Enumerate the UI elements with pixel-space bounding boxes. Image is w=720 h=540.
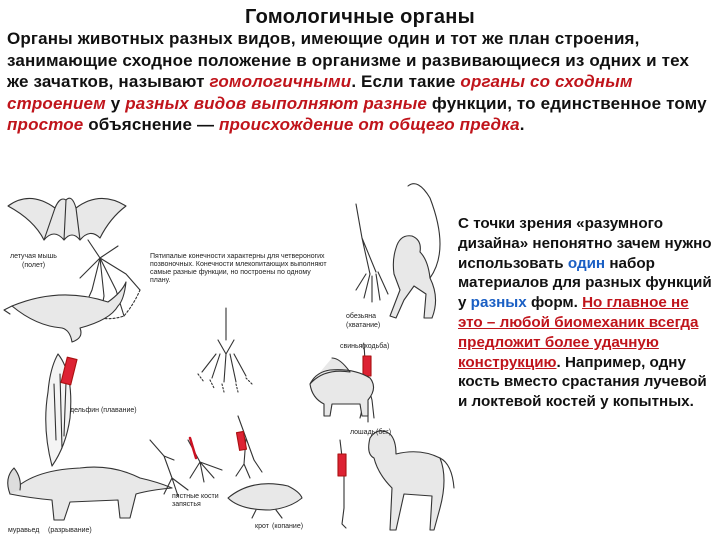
label-monkey: обезьяна xyxy=(346,313,376,320)
side-term-different: разных xyxy=(470,294,527,312)
monkey-pig-horse-figure xyxy=(300,178,460,540)
side-term-one: один xyxy=(567,254,606,272)
intro-text-6: . xyxy=(519,115,525,134)
intro-text-1: Органы животных разных видов, имеющие один и тот же план строения, занимающие сходное положение в организме и развивающиеся из одних и тех же зачатков, называют xyxy=(7,29,690,91)
wrist-caption-line-2: запястья xyxy=(172,501,201,508)
label-pig-function: (ходьба) xyxy=(362,343,390,350)
side-claim-better-design: Но главное не это – любой биомеханик всегда предложит более удачную конструкцию xyxy=(458,294,699,371)
wrist-caption-line-1: пястные кости xyxy=(172,493,219,500)
design-argument-paragraph xyxy=(458,214,716,412)
dolphin-illustration xyxy=(4,282,126,342)
side-text-1: С точки зрения «разумного дизайна» непонятно зачем нужно использовать xyxy=(458,215,712,272)
term-different-species: разных видов выполняют разные xyxy=(125,93,428,113)
label-mole-function: (копание) xyxy=(272,523,304,530)
label-horse: лошадь xyxy=(350,429,376,436)
label-pig: свинья xyxy=(340,343,363,350)
label-anteater-function: (разрывание) xyxy=(48,527,92,534)
term-common-ancestor: происхождение от общего предка xyxy=(218,115,520,134)
horse-limb-skeleton xyxy=(338,440,346,528)
side-text-4: . Например, одну кость вместо срастания лучевой и локтевой костей у копытных. xyxy=(458,353,707,411)
term-homologous: гомологичными xyxy=(209,72,352,91)
intro-text-2: . Если такие xyxy=(351,72,461,91)
page-title: Гомологичные органы xyxy=(244,6,476,28)
intro-paragraph xyxy=(7,28,715,136)
intro-text-4: функции, то единственное тому xyxy=(427,93,707,113)
center-caption-line-1: Пятипалые конечности характерны для четвероногих xyxy=(150,253,325,260)
center-caption-line-4: плану. xyxy=(150,277,171,284)
horse-illustration xyxy=(369,431,454,530)
label-bat-function: (полет) xyxy=(22,262,46,269)
label-mole: крот xyxy=(255,523,269,530)
label-bat: летучая мышь xyxy=(10,253,57,260)
mole-paw-skeleton xyxy=(188,438,222,482)
center-caption-line-2: позвоночных. Конечности млекопитающих выполняют xyxy=(150,261,327,268)
ancestral-limb-skeleton xyxy=(198,308,252,392)
mole-illustration xyxy=(228,484,302,518)
label-horse-function: (бег) xyxy=(376,429,392,436)
bat-illustration xyxy=(8,198,126,240)
label-dolphin: дельфин (плавание) xyxy=(70,407,137,414)
intro-text-3: у xyxy=(105,93,126,113)
anteater-illustration xyxy=(8,467,172,520)
term-similar-structure: органы со сходным строением xyxy=(7,72,633,113)
label-anteater: муравьед xyxy=(8,527,40,534)
side-text-3: форм. xyxy=(526,294,583,312)
monkey-arm-skeleton xyxy=(356,204,388,302)
mole-limb-bones xyxy=(236,416,262,478)
label-monkey-function: (хватание) xyxy=(346,322,381,329)
term-simple: простое xyxy=(7,115,84,134)
intro-text-5: объяснение — xyxy=(83,115,219,134)
side-text-2: набор материалов для разных функций у xyxy=(458,254,712,312)
monkey-illustration xyxy=(390,184,440,318)
center-caption-line-3: самые разные функции, но построены по одному xyxy=(150,269,311,276)
